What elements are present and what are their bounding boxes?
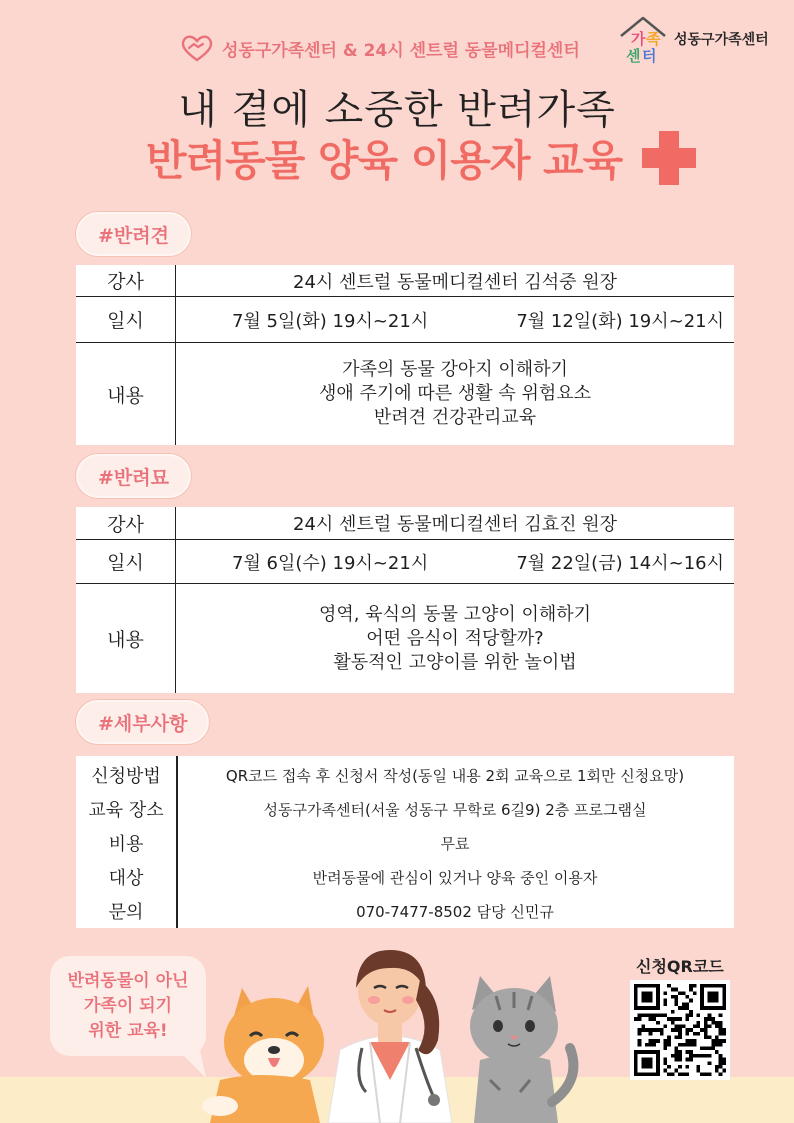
content-line: 가족의 동물 강아지 이해하기 (342, 359, 568, 380)
cell-label: 강사 (76, 507, 176, 539)
cat-table (76, 507, 734, 693)
cat-instructor-row (76, 507, 734, 540)
cat-date-2: 7월 22일(금) 14시~16시 (516, 552, 724, 574)
detail-label: 교육 장소 (88, 800, 164, 821)
bubble-line: 가족이 되기 (83, 995, 173, 1016)
detail-value: 반려동물에 관심이 있거나 양육 중인 이용자 (312, 868, 598, 887)
detail-value: 070-7477-8502 담당 신민규 (356, 902, 554, 921)
cell-label: 내용 (76, 584, 176, 693)
page-subtitle: 반려동물 양육 이용자 교육 (146, 136, 623, 185)
cell-label: 내용 (76, 343, 176, 445)
detail-label: 비용 (108, 834, 144, 855)
content-line: 반려견 건강관리교육 (373, 407, 537, 428)
organizers-line (180, 34, 580, 62)
detail-label: 신청방법 (91, 766, 161, 787)
tag-dog: #반려견 (76, 212, 191, 256)
detail-row-contact (76, 894, 734, 928)
svg-text:터: 터 (642, 47, 657, 64)
dog-schedule-row (76, 297, 734, 343)
cat-content-row (76, 584, 734, 693)
detail-value: 성동구가족센터(서울 성동구 무학로 6길9) 2층 프로그램실 (263, 800, 647, 819)
cat-schedule-row (76, 540, 734, 584)
bubble-line: 반려동물이 아닌 (67, 970, 189, 991)
house-logo-icon (618, 14, 668, 64)
speech-bubble (50, 956, 206, 1056)
details-table (76, 756, 734, 928)
detail-value: 무료 (440, 834, 470, 853)
cat-content (176, 584, 734, 693)
dog-date-2: 7월 12일(화) 19시~21시 (516, 310, 724, 332)
qr-label: 신청QR코드 (636, 957, 724, 976)
shiba-dog-icon (202, 986, 324, 1123)
tag-cat: #반려묘 (76, 454, 191, 498)
detail-value: QR코드 접속 후 신청서 작성(동일 내용 2회 교육으로 1회만 신청요망) (225, 766, 685, 785)
detail-label: 문의 (108, 902, 144, 923)
svg-text:가: 가 (631, 30, 646, 48)
qr-code[interactable] (630, 980, 730, 1080)
dog-table (76, 265, 734, 445)
logo-text: 성동구가족센터 (674, 32, 769, 48)
page-title: 내 곁에 소중한 반려가족 (178, 87, 616, 133)
dog-date-1: 7월 5일(화) 19시~21시 (232, 310, 429, 332)
svg-text:족: 족 (646, 30, 661, 48)
organizers-text: 성동구가족센터 & 24시 센트럴 동물메디컬센터 (222, 40, 580, 61)
cell-label: 일시 (76, 297, 176, 342)
detail-row-apply (76, 758, 734, 792)
cat-date-1: 7월 6일(수) 19시~21시 (232, 552, 429, 574)
cat-instructor: 24시 센트럴 동물메디컬센터 김효진 원장 (293, 514, 617, 535)
dog-instructor-row (76, 265, 734, 297)
detail-label: 대상 (108, 868, 144, 889)
veterinarian-icon (328, 950, 452, 1123)
detail-row-target (76, 860, 734, 894)
vet-with-pets-illustration (190, 930, 590, 1123)
dog-instructor: 24시 센트럴 동물메디컬센터 김석중 원장 (293, 271, 617, 293)
cell-label: 강사 (76, 265, 176, 296)
detail-row-place (76, 792, 734, 826)
dog-content (176, 343, 734, 445)
bubble-line: 위한 교육! (88, 1020, 168, 1041)
tag-details: #세부사항 (76, 700, 209, 744)
subtitle-row (146, 128, 698, 188)
content-line: 활동적인 고양이를 위한 놀이법 (333, 651, 577, 673)
cat-schedule (176, 540, 734, 583)
dog-content-row (76, 343, 734, 445)
dog-schedule (176, 297, 734, 342)
svg-text:센: 센 (626, 47, 641, 64)
content-line: 생애 주기에 따른 생활 속 위험요소 (318, 383, 592, 404)
center-logo (618, 14, 769, 64)
heart-hands-icon (180, 34, 214, 62)
detail-row-cost (76, 826, 734, 860)
content-line: 영역, 육식의 동물 고양이 이해하기 (318, 603, 592, 625)
cell-label: 일시 (76, 540, 176, 583)
content-line: 어떤 음식이 적당할까? (366, 627, 544, 649)
tabby-cat-icon (470, 976, 573, 1123)
qr-code-icon (634, 984, 726, 1076)
medical-cross-icon (640, 129, 698, 187)
